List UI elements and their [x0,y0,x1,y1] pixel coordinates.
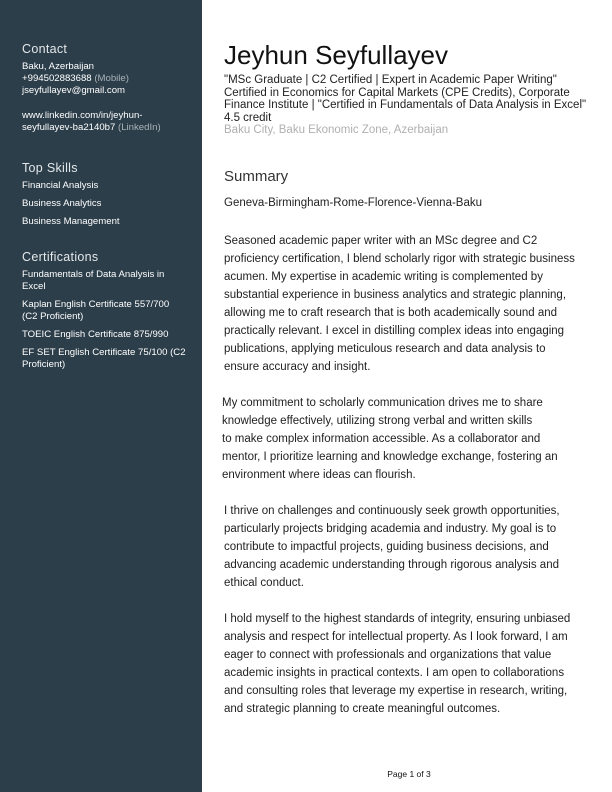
skill-item: Business Analytics [22,198,102,209]
summary-line: analysis and respect for intellectual property. As I look forward, I am [224,631,568,643]
certification-item: TOEIC English Certificate 875/990 [22,329,169,340]
summary-line: publications, applying meticulous research and data analysis to [224,343,546,355]
summary-line: ethical conduct. [224,577,304,589]
summary-line: environment where ideas can flourish. [222,469,416,481]
sidebar [0,0,202,792]
summary-line: academic insights in practical contexts. I am open to collaborations [224,667,565,679]
summary-line: I hold myself to the highest standards of integrity, ensuring unbiased [224,613,571,625]
contact-heading: Contact [22,42,68,56]
phone-label: (Mobile) [94,73,129,84]
summary-line: Seasoned academic paper writer with an MSc degree and C2 [224,235,538,247]
page-number: Page 1 of 3 [387,769,431,779]
summary-paragraph [222,394,558,484]
summary-line: I thrive on challenges and continuously seek growth opportunities, [224,505,560,517]
contact-location: Baku, Azerbaijan [22,61,94,72]
summary-line: advancing academic understanding through rigorous analysis and [224,559,559,571]
summary-paragraph [224,232,575,376]
summary-paragraph [224,610,570,718]
linkedin-link[interactable] [22,110,192,134]
summary-line: substantial experience in business analytics and strategic planning, [224,289,567,301]
skill-item: Financial Analysis [22,180,99,191]
summary-line: and strategic planning to create meaningful outcomes. [224,703,501,715]
skills-heading: Top Skills [22,161,78,175]
summary-line: to make complex information accessible. As a collaborator and [222,433,541,445]
summary-line: ensure accuracy and insight. [224,361,371,373]
summary-line: contribute to impactful projects, guiding business decisions, and [224,541,549,553]
headline-block [224,74,594,137]
summary-line: My commitment to scholarly communication drives me to share [222,397,543,409]
certification-item: Fundamentals of Data Analysis in Excel [22,269,165,292]
headline: "MSc Graduate | C2 Certified | Expert in Academic Paper Writing" Certified in Economics for Capital Markets (CPE Credits), Corporate Finance Institute | "Certified in Fundamentals of Data Analysis in Excel" 4.5 credit [224,74,587,124]
profile-name: Jeyhun Seyfullayev [224,40,449,70]
contact-email[interactable]: jseyfullayev@gmail.com [22,85,126,96]
summary-line: particularly projects bridging academia and industry. My goal is to [224,523,557,535]
linkedin-url-line2[interactable]: seyfullayev-ba2140b7 [22,122,116,133]
profile-location: Baku City, Baku Ekonomic Zone, Azerbaijan [224,124,449,137]
linkedin-label: (LinkedIn) [118,122,161,133]
linkedin-url-line1[interactable]: www.linkedin.com/in/jeyhun- [22,110,143,121]
summary-line: mentor, I prioritize learning and knowledge exchange, fostering an [222,451,558,463]
summary-line: allowing me to craft research that is both academically sound and [224,307,558,319]
summary-heading: Summary [224,168,289,185]
certification-item: Kaplan English Certificate 557/700 (C2 Proficient) [22,299,170,322]
contact-phone[interactable]: +994502883688 [22,73,92,84]
summary-line: eager to connect with professionals and organizations that value [224,649,552,661]
summary-line: knowledge effectively, utilizing strong verbal and written skills [222,415,533,427]
summary-line: proficiency certification, I blend scholarly rigor with strategic business [224,253,575,265]
skills-section [22,161,192,234]
summary-cities: Geneva-Birmingham-Rome-Florence-Vienna-Baku [224,197,483,209]
certification-item: EF SET English Certificate 75/100 (C2 Proficient) [22,347,186,370]
contact-section [22,42,192,134]
skill-item: Business Management [22,216,120,227]
summary-line: practically relevant. I excel in distilling complex ideas into engaging [224,325,565,337]
certifications-heading: Certifications [22,250,99,264]
summary-line: acumen. My expertise in academic writing is complemented by [224,271,543,283]
summary-paragraph [224,502,560,592]
certifications-section [22,250,187,377]
summary-line: and consulting roles that leverage my expertise in research, writing, [224,685,568,697]
